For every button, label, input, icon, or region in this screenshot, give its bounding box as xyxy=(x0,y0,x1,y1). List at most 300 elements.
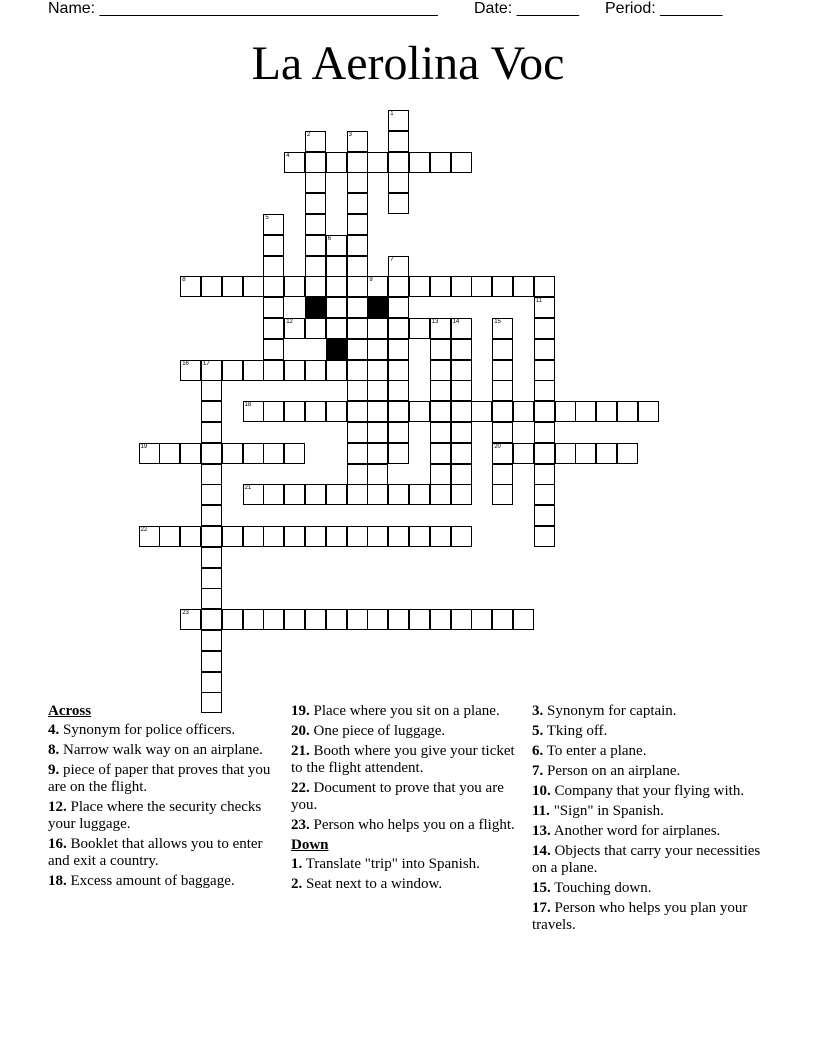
grid-cell[interactable] xyxy=(263,360,284,381)
clue-number: 20 xyxy=(494,443,501,450)
clue-item xyxy=(291,817,519,834)
grid-cell[interactable] xyxy=(451,464,472,485)
grid-cell[interactable] xyxy=(305,235,326,256)
clue-item xyxy=(291,780,519,814)
clue-number-label: 5. xyxy=(532,723,544,739)
clue-number: 7 xyxy=(390,256,394,263)
grid-cell[interactable] xyxy=(201,276,222,297)
grid-cell[interactable] xyxy=(243,443,264,464)
grid-cell[interactable] xyxy=(409,484,430,505)
clue-number-label: 6. xyxy=(532,743,544,759)
clue-text: Place where you sit on a plane. xyxy=(313,703,500,719)
grid-cell[interactable] xyxy=(201,568,222,589)
grid-cell[interactable] xyxy=(347,276,368,297)
clue-text: piece of paper that proves that you are on the flight. xyxy=(48,762,271,795)
clue-item xyxy=(48,873,273,890)
grid-cell[interactable] xyxy=(388,193,409,214)
clue-item xyxy=(532,783,764,800)
grid-cell[interactable] xyxy=(451,422,472,443)
grid-cell[interactable] xyxy=(388,110,409,131)
grid-cell[interactable] xyxy=(409,526,430,547)
grid-cell[interactable] xyxy=(367,318,388,339)
grid-cell[interactable] xyxy=(201,526,222,547)
grid-cell[interactable] xyxy=(575,401,596,422)
clue-text: Person who helps you plan your travels. xyxy=(532,900,748,933)
grid-cell[interactable] xyxy=(347,380,368,401)
grid-cell[interactable] xyxy=(284,318,305,339)
grid-cell[interactable] xyxy=(409,318,430,339)
grid-cell[interactable] xyxy=(534,360,555,381)
grid-cell[interactable] xyxy=(388,297,409,318)
clue-text: Booklet that allows you to enter and exit a country. xyxy=(48,836,263,869)
grid-cell[interactable] xyxy=(430,526,451,547)
grid-cell[interactable] xyxy=(347,422,368,443)
grid-cell[interactable] xyxy=(347,609,368,630)
grid-cell[interactable] xyxy=(596,401,617,422)
grid-cell[interactable] xyxy=(555,443,576,464)
grid-cell[interactable] xyxy=(347,339,368,360)
clue-number: 12 xyxy=(286,319,293,325)
grid-cell[interactable] xyxy=(367,443,388,464)
grid-cell[interactable] xyxy=(534,484,555,505)
grid-cell[interactable] xyxy=(139,526,160,547)
grid-cell[interactable] xyxy=(492,464,513,485)
clue-number: 2 xyxy=(307,131,311,138)
grid-cell[interactable] xyxy=(617,443,638,464)
grid-cell[interactable] xyxy=(388,318,409,339)
clue-text: Objects that carry your necessities on a plane. xyxy=(532,843,761,876)
grid-cell[interactable] xyxy=(534,443,555,464)
grid-cell[interactable] xyxy=(388,443,409,464)
grid-cell[interactable] xyxy=(388,152,409,173)
clue-number: 18 xyxy=(244,402,252,409)
grid-cell[interactable] xyxy=(263,443,284,464)
grid-cell[interactable] xyxy=(534,297,555,318)
grid-cell[interactable] xyxy=(388,609,409,630)
clue-number-label: 14. xyxy=(532,843,551,859)
across-heading: Across xyxy=(48,703,92,719)
grid-cell[interactable] xyxy=(263,256,284,277)
grid-cell[interactable] xyxy=(388,276,409,297)
grid-cell[interactable] xyxy=(243,609,264,630)
grid-cell[interactable] xyxy=(451,401,472,422)
clue-number: 22 xyxy=(140,527,148,533)
clue-number-label: 16. xyxy=(48,836,67,852)
clue-number-label: 3. xyxy=(532,703,544,719)
clue-text: "Sign" in Spanish. xyxy=(553,803,664,819)
grid-cell[interactable] xyxy=(347,464,368,485)
grid-cell[interactable] xyxy=(243,526,264,547)
clue-number-label: 9. xyxy=(48,762,60,778)
grid-cell[interactable] xyxy=(430,380,451,401)
grid-cell[interactable] xyxy=(430,484,451,505)
grid-cell[interactable] xyxy=(388,339,409,360)
grid-cell[interactable] xyxy=(347,256,368,277)
clue-text: Document to prove that you are you. xyxy=(291,780,504,813)
grid-cell[interactable] xyxy=(367,380,388,401)
grid-cell[interactable] xyxy=(409,609,430,630)
grid-cell[interactable] xyxy=(326,526,347,547)
grid-cell[interactable] xyxy=(347,297,368,318)
grid-cell[interactable] xyxy=(388,380,409,401)
grid-cell[interactable] xyxy=(513,276,534,297)
grid-cell[interactable] xyxy=(305,526,326,547)
clue-item xyxy=(532,823,764,840)
clue-item xyxy=(291,743,519,777)
clue-number-label: 21. xyxy=(291,743,310,759)
clue-number-label: 13. xyxy=(532,823,551,839)
clue-number: 17 xyxy=(203,360,210,367)
grid-cell[interactable] xyxy=(430,360,451,381)
grid-cell[interactable] xyxy=(284,152,305,173)
grid-cell[interactable] xyxy=(243,484,264,505)
grid-cell[interactable] xyxy=(430,152,451,173)
grid-cell[interactable] xyxy=(305,214,326,235)
grid-cell[interactable] xyxy=(347,131,368,152)
black-square xyxy=(367,297,388,318)
grid-cell[interactable] xyxy=(326,484,347,505)
grid-cell[interactable] xyxy=(326,297,347,318)
grid-cell[interactable] xyxy=(347,443,368,464)
grid-cell[interactable] xyxy=(534,464,555,485)
grid-cell[interactable] xyxy=(180,276,201,297)
clue-number: 16 xyxy=(182,360,189,367)
clue-number-label: 2. xyxy=(291,876,303,892)
grid-cell[interactable] xyxy=(222,276,243,297)
grid-cell[interactable] xyxy=(409,401,430,422)
grid-cell[interactable] xyxy=(284,401,305,422)
grid-cell[interactable] xyxy=(388,484,409,505)
clue-text: One piece of luggage. xyxy=(313,723,446,739)
clue-item xyxy=(48,762,273,796)
grid-cell[interactable] xyxy=(201,547,222,568)
grid-cell[interactable] xyxy=(305,193,326,214)
grid-cell[interactable] xyxy=(347,235,368,256)
grid-cell[interactable] xyxy=(201,588,222,609)
clue-number-label: 10. xyxy=(532,783,551,799)
grid-cell[interactable] xyxy=(222,443,243,464)
name-field-label[interactable]: Name: ______________________________________ xyxy=(48,0,438,17)
clue-number-label: 23. xyxy=(291,817,310,833)
grid-cell[interactable] xyxy=(201,380,222,401)
clue-item xyxy=(48,799,273,833)
grid-cell[interactable] xyxy=(430,339,451,360)
grid-cell[interactable] xyxy=(451,484,472,505)
clue-number-label: 7. xyxy=(532,763,544,779)
grid-cell[interactable] xyxy=(284,609,305,630)
grid-cell[interactable] xyxy=(513,443,534,464)
clue-number: 6 xyxy=(327,235,332,242)
grid-cell[interactable] xyxy=(367,464,388,485)
grid-cell[interactable] xyxy=(326,235,347,256)
clue-item xyxy=(532,843,764,877)
clue-text: Person on an airplane. xyxy=(547,763,681,779)
clue-text: Narrow walk way on an airplane. xyxy=(63,742,263,758)
grid-cell[interactable] xyxy=(451,380,472,401)
grid-cell[interactable] xyxy=(284,276,305,297)
clue-number-label: 19. xyxy=(291,703,310,719)
grid-cell[interactable] xyxy=(305,401,326,422)
grid-cell[interactable] xyxy=(388,360,409,381)
grid-cell[interactable] xyxy=(243,401,264,422)
clue-text: Another word for airplanes. xyxy=(553,823,721,839)
clue-number-label: 12. xyxy=(48,799,67,815)
clue-item xyxy=(291,876,519,893)
clue-text: Person who helps you on a flight. xyxy=(313,817,515,833)
grid-cell[interactable] xyxy=(388,401,409,422)
grid-cell[interactable] xyxy=(347,526,368,547)
grid-cell[interactable] xyxy=(201,484,222,505)
grid-cell[interactable] xyxy=(326,609,347,630)
clue-text: Translate "trip" into Spanish. xyxy=(305,856,480,872)
clue-text: Seat next to a window. xyxy=(306,876,443,892)
grid-cell[interactable] xyxy=(430,609,451,630)
clue-text: Booth where you give your ticket to the flight attendent. xyxy=(291,743,515,776)
clue-item xyxy=(532,880,764,897)
grid-cell[interactable] xyxy=(409,152,430,173)
grid-cell[interactable] xyxy=(305,256,326,277)
grid-cell[interactable] xyxy=(534,276,555,297)
grid-cell[interactable] xyxy=(347,360,368,381)
clue-number: 5 xyxy=(265,215,269,221)
grid-cell[interactable] xyxy=(305,609,326,630)
grid-cell[interactable] xyxy=(180,526,201,547)
grid-cell[interactable] xyxy=(388,256,409,277)
grid-cell[interactable] xyxy=(451,339,472,360)
clue-item xyxy=(291,703,519,720)
grid-cell[interactable] xyxy=(284,360,305,381)
grid-cell[interactable] xyxy=(347,401,368,422)
grid-cell[interactable] xyxy=(492,484,513,505)
grid-cell[interactable] xyxy=(305,484,326,505)
grid-cell[interactable] xyxy=(492,380,513,401)
grid-cell[interactable] xyxy=(201,630,222,651)
clue-text: Synonym for police officers. xyxy=(63,722,236,738)
grid-cell[interactable] xyxy=(263,401,284,422)
clue-number-label: 4. xyxy=(48,722,60,738)
grid-cell[interactable] xyxy=(222,526,243,547)
grid-cell[interactable] xyxy=(367,609,388,630)
clue-item xyxy=(532,703,764,720)
clue-number: 14 xyxy=(452,319,460,325)
clue-text: Touching down. xyxy=(554,880,652,896)
grid-cell[interactable] xyxy=(180,360,201,381)
clue-item xyxy=(532,900,764,934)
clue-text: Excess amount of baggage. xyxy=(70,873,235,889)
grid-cell[interactable] xyxy=(367,422,388,443)
clues-column-1 xyxy=(48,703,273,893)
grid-cell[interactable] xyxy=(243,276,264,297)
date-field-label[interactable]: Date: _______ xyxy=(474,0,579,17)
grid-cell[interactable] xyxy=(201,422,222,443)
grid-cell[interactable] xyxy=(326,276,347,297)
grid-cell[interactable] xyxy=(263,214,284,235)
grid-cell[interactable] xyxy=(222,609,243,630)
grid-cell[interactable] xyxy=(326,256,347,277)
grid-cell[interactable] xyxy=(201,505,222,526)
grid-cell[interactable] xyxy=(180,609,201,630)
clue-number: 4 xyxy=(286,152,290,159)
grid-cell[interactable] xyxy=(492,401,513,422)
grid-cell[interactable] xyxy=(534,318,555,339)
clue-number-label: 20. xyxy=(291,723,310,739)
grid-cell[interactable] xyxy=(492,443,513,464)
grid-cell[interactable] xyxy=(347,214,368,235)
grid-cell[interactable] xyxy=(347,172,368,193)
grid-cell[interactable] xyxy=(159,526,180,547)
grid-cell[interactable] xyxy=(388,172,409,193)
down-heading: Down xyxy=(291,837,329,853)
grid-cell[interactable] xyxy=(492,609,513,630)
black-square xyxy=(326,339,347,360)
clue-text: Company that your flying with. xyxy=(554,783,745,799)
grid-cell[interactable] xyxy=(492,276,513,297)
grid-cell[interactable] xyxy=(617,401,638,422)
grid-cell[interactable] xyxy=(243,360,264,381)
grid-cell[interactable] xyxy=(180,443,201,464)
grid-cell[interactable] xyxy=(492,422,513,443)
clue-item xyxy=(532,743,764,760)
grid-cell[interactable] xyxy=(263,339,284,360)
grid-cell[interactable] xyxy=(534,401,555,422)
grid-cell[interactable] xyxy=(305,131,326,152)
grid-cell[interactable] xyxy=(347,318,368,339)
grid-cell[interactable] xyxy=(263,235,284,256)
clue-item xyxy=(48,836,273,870)
grid-cell[interactable] xyxy=(263,297,284,318)
clue-number: 9 xyxy=(369,277,373,284)
grid-cell[interactable] xyxy=(263,609,284,630)
grid-cell[interactable] xyxy=(513,401,534,422)
grid-cell[interactable] xyxy=(451,609,472,630)
grid-cell[interactable] xyxy=(326,401,347,422)
clue-text: Place where the security checks your luggage. xyxy=(48,799,262,832)
grid-cell[interactable] xyxy=(471,276,492,297)
grid-cell[interactable] xyxy=(347,193,368,214)
grid-cell[interactable] xyxy=(430,464,451,485)
grid-cell[interactable] xyxy=(159,443,180,464)
grid-cell[interactable] xyxy=(534,339,555,360)
grid-cell[interactable] xyxy=(430,276,451,297)
grid-cell[interactable] xyxy=(263,276,284,297)
clue-item xyxy=(291,723,519,740)
grid-cell[interactable] xyxy=(638,401,659,422)
grid-cell[interactable] xyxy=(430,318,451,339)
grid-cell[interactable] xyxy=(326,152,347,173)
clue-number: 8 xyxy=(182,277,186,284)
clue-text: To enter a plane. xyxy=(546,743,647,759)
grid-cell[interactable] xyxy=(201,651,222,672)
clue-text: Synonym for captain. xyxy=(547,703,677,719)
clue-item xyxy=(48,742,273,759)
clue-item xyxy=(532,723,764,740)
grid-cell[interactable] xyxy=(430,443,451,464)
clues-column-3 xyxy=(532,703,764,937)
grid-cell[interactable] xyxy=(388,526,409,547)
clues-column-2 xyxy=(291,703,519,896)
grid-cell[interactable] xyxy=(263,484,284,505)
grid-cell[interactable] xyxy=(388,422,409,443)
grid-cell[interactable] xyxy=(451,443,472,464)
grid-cell[interactable] xyxy=(471,401,492,422)
grid-cell[interactable] xyxy=(201,672,222,693)
grid-cell[interactable] xyxy=(367,360,388,381)
clue-number: 21 xyxy=(244,485,252,492)
grid-cell[interactable] xyxy=(367,276,388,297)
clue-number: 15 xyxy=(494,319,501,325)
period-field-label[interactable]: Period: _______ xyxy=(605,0,723,17)
grid-cell[interactable] xyxy=(388,131,409,152)
grid-cell[interactable] xyxy=(201,401,222,422)
grid-cell[interactable] xyxy=(451,152,472,173)
grid-cell[interactable] xyxy=(451,276,472,297)
grid-cell[interactable] xyxy=(139,443,160,464)
grid-cell[interactable] xyxy=(367,339,388,360)
grid-cell[interactable] xyxy=(534,380,555,401)
clue-number: 11 xyxy=(535,298,543,305)
grid-cell[interactable] xyxy=(263,318,284,339)
grid-cell[interactable] xyxy=(430,422,451,443)
grid-cell[interactable] xyxy=(555,401,576,422)
grid-cell[interactable] xyxy=(201,464,222,485)
clue-number-label: 11. xyxy=(532,803,550,819)
grid-cell[interactable] xyxy=(367,484,388,505)
grid-cell[interactable] xyxy=(575,443,596,464)
grid-cell[interactable] xyxy=(326,318,347,339)
grid-cell[interactable] xyxy=(451,526,472,547)
grid-cell[interactable] xyxy=(367,401,388,422)
grid-cell[interactable] xyxy=(284,443,305,464)
grid-cell[interactable] xyxy=(534,422,555,443)
clue-number: 3 xyxy=(348,131,352,138)
grid-cell[interactable] xyxy=(305,152,326,173)
grid-cell[interactable] xyxy=(347,484,368,505)
grid-cell[interactable] xyxy=(492,318,513,339)
grid-cell[interactable] xyxy=(596,443,617,464)
grid-cell[interactable] xyxy=(326,360,347,381)
grid-cell[interactable] xyxy=(451,360,472,381)
grid-cell[interactable] xyxy=(305,360,326,381)
grid-cell[interactable] xyxy=(347,152,368,173)
grid-cell[interactable] xyxy=(513,609,534,630)
clue-number-label: 8. xyxy=(48,742,60,758)
grid-cell[interactable] xyxy=(534,505,555,526)
clue-number-label: 17. xyxy=(532,900,551,916)
grid-cell[interactable] xyxy=(201,360,222,381)
black-square xyxy=(305,297,326,318)
grid-cell[interactable] xyxy=(284,526,305,547)
grid-cell[interactable] xyxy=(451,318,472,339)
grid-cell[interactable] xyxy=(201,443,222,464)
grid-cell[interactable] xyxy=(305,172,326,193)
grid-cell[interactable] xyxy=(430,401,451,422)
grid-cell[interactable] xyxy=(409,276,430,297)
grid-cell[interactable] xyxy=(284,484,305,505)
grid-cell[interactable] xyxy=(367,526,388,547)
clue-text: Tking off. xyxy=(546,723,608,739)
grid-cell[interactable] xyxy=(305,318,326,339)
grid-cell[interactable] xyxy=(305,276,326,297)
grid-cell[interactable] xyxy=(367,152,388,173)
grid-cell[interactable] xyxy=(534,526,555,547)
grid-cell[interactable] xyxy=(201,609,222,630)
grid-cell[interactable] xyxy=(263,526,284,547)
clue-item xyxy=(532,803,764,820)
grid-cell[interactable] xyxy=(492,339,513,360)
grid-cell[interactable] xyxy=(471,609,492,630)
grid-cell[interactable] xyxy=(492,360,513,381)
grid-cell[interactable] xyxy=(222,360,243,381)
